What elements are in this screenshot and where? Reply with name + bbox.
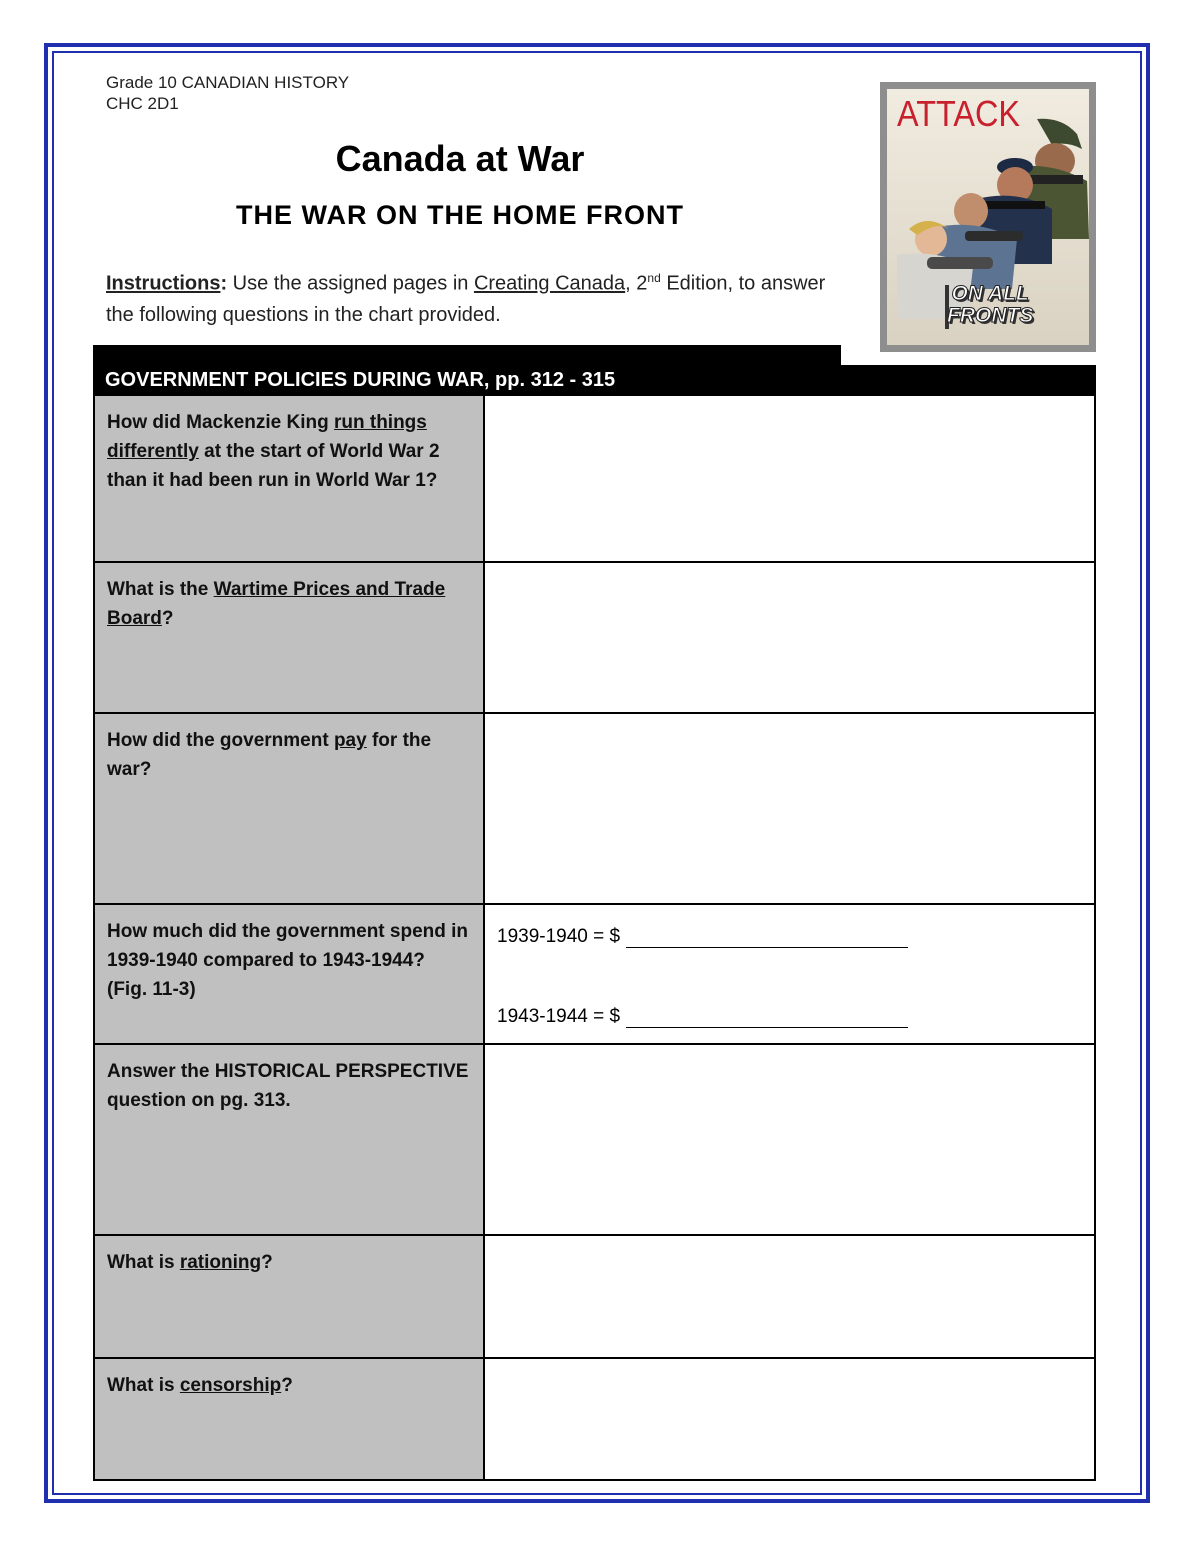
instructions-colon: : [220,272,228,295]
question-keyword: Wartime Prices and Trade Board [107,579,446,629]
table-row [94,1358,1095,1480]
question-keyword: run things differently [107,412,427,462]
spend-1943-label: 1943-1944 = $ [497,1006,621,1027]
instructions-text-b: , 2 [625,272,648,295]
table-row [94,395,1095,562]
poster-headline: ATTACK [897,93,1021,134]
course-info [106,72,349,114]
question-text-end: ? [161,608,174,629]
answer-cell[interactable] [484,1358,1095,1480]
instructions-text-a: Use the assigned pages in [227,272,474,295]
answer-cell[interactable] [484,713,1095,904]
question-cell [94,395,484,562]
question-cell [94,562,484,713]
book-title: Creating Canada [473,272,626,295]
table-row [94,1235,1095,1358]
poster-canvas [887,89,1089,345]
spend-1943-line [497,999,1082,1028]
question-cell [94,1044,484,1235]
question-text: How did the government [107,730,334,751]
question-keyword: censorship [179,1375,282,1396]
question-cell [94,1358,484,1480]
answer-cell[interactable] [484,395,1095,562]
question-text: What is the [107,579,214,600]
question-text: Answer the HISTORICAL PERSPECTIVE question on pg. 313. [107,1061,469,1111]
answer-cell[interactable] [484,904,1095,1044]
answer-cell[interactable] [484,1044,1095,1235]
page-title: Canada at War [335,138,585,179]
poster-tagline [947,283,1033,327]
course-code: CHC 2D1 [106,94,179,113]
table-row [94,904,1095,1044]
spend-1943-blank[interactable] [626,1005,908,1028]
answer-cell[interactable] [484,1235,1095,1358]
question-text-end: ? [281,1375,293,1396]
instructions-text-c: Edition, to answer the following questions in the chart provided. [106,272,826,326]
war-poster-image [880,82,1096,352]
question-text: What is [107,1252,180,1273]
spend-1939-blank[interactable] [626,925,908,948]
question-text-end: at the start of World War 2 than it had been run in World War 1? [107,441,440,491]
question-cell [94,1235,484,1358]
instructions-sup: nd [647,271,661,285]
course-name: Grade 10 CANADIAN HISTORY [106,73,350,92]
question-text: What is [107,1375,180,1396]
question-chart [93,394,1096,1481]
question-text-end: for the war? [107,730,432,780]
instructions-label: Instructions [106,272,221,295]
table-row [94,562,1095,713]
question-keyword: rationing [179,1252,262,1273]
question-text: How did Mackenzie King [107,412,334,433]
chart-heading: GOVERNMENT POLICIES DURING WAR, pp. 312 - 315 [93,365,1096,395]
spend-1939-label: 1939-1940 = $ [497,926,621,947]
table-row [94,713,1095,904]
question-text-end: ? [261,1252,273,1273]
spend-1939-line [497,919,1082,948]
question-keyword: pay [333,730,367,751]
question-cell [94,713,484,904]
poster-tagline-1: ON ALL [951,282,1029,305]
page-subtitle: THE WAR ON THE HOME FRONT [236,200,684,230]
table-row [94,1044,1095,1235]
question-cell [94,904,484,1044]
chart-tab-bar [93,345,841,367]
answer-cell[interactable] [484,562,1095,713]
question-text: How much did the government spend in 1939-1940 compared to 1943-1944? (Fig. 11-3) [107,921,478,1000]
instructions [106,263,826,331]
poster-tagline-2: FRONTS [947,304,1034,327]
